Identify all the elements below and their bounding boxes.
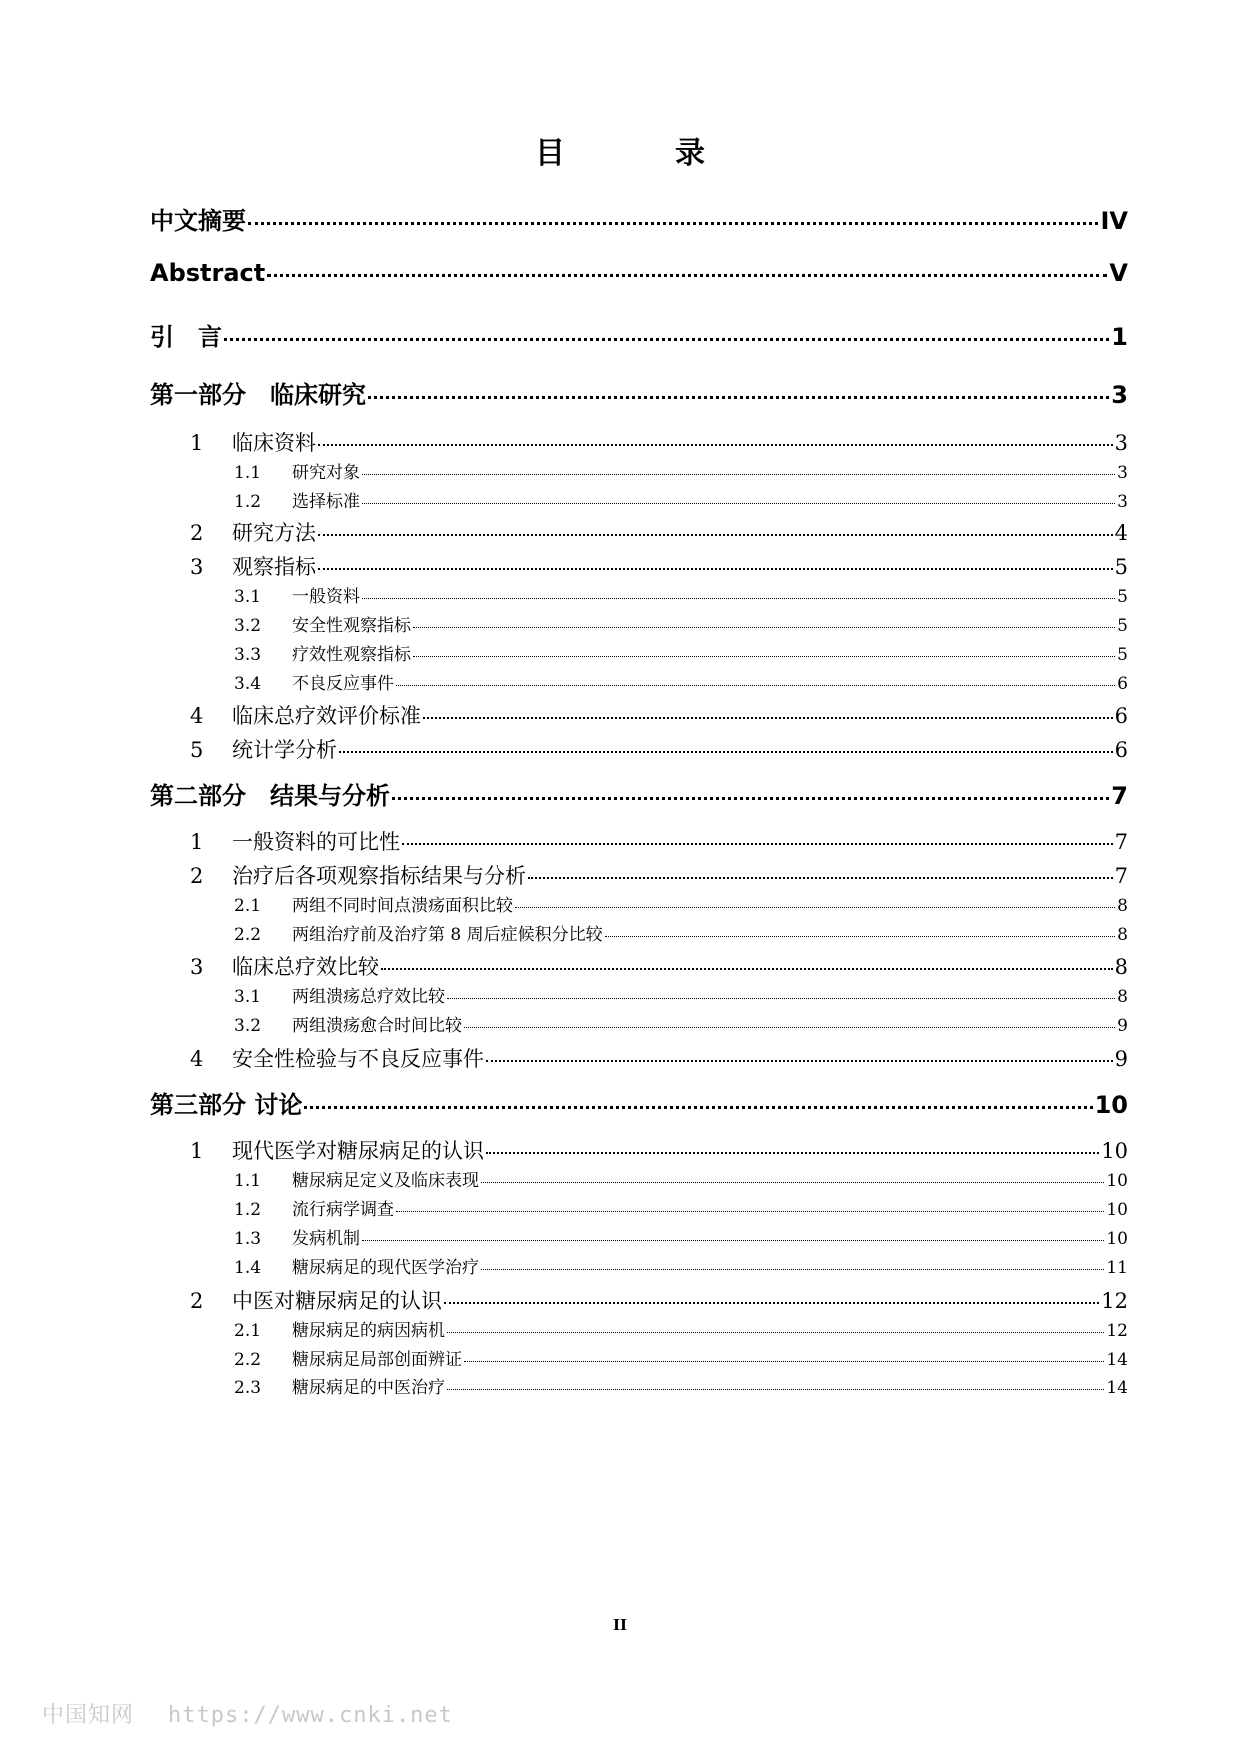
toc-leader-dots <box>528 877 1113 879</box>
toc-entry-label: 发病机制 <box>292 1229 360 1249</box>
toc-entry-label: 安全性检验与不良反应事件 <box>232 1047 484 1071</box>
toc-entry-page: 6 <box>1114 738 1128 762</box>
watermark <box>42 1698 453 1729</box>
toc-entry-page: 10 <box>1106 1171 1128 1191</box>
toc-entry <box>234 1195 1128 1220</box>
toc-entry-page: 6 <box>1117 674 1128 694</box>
toc-leader-dots <box>464 1027 1115 1028</box>
toc-leader-dots <box>396 685 1115 686</box>
toc-entry-page: 6 <box>1114 704 1128 728</box>
toc-entry-page: 5 <box>1117 616 1128 636</box>
toc-leader-dots <box>402 843 1113 845</box>
toc-leader-dots <box>605 936 1116 937</box>
toc-entry-number: 2.2 <box>234 925 262 945</box>
toc-leader-dots <box>339 751 1113 753</box>
toc-entry-number: 1.2 <box>234 492 262 512</box>
toc-entry-number: 3.2 <box>234 616 262 636</box>
toc-entry-label: 现代医学对糖尿病足的认识 <box>232 1139 484 1163</box>
toc-entry-label: 临床资料 <box>232 431 316 455</box>
watermark-brand: 中国知网 <box>42 1703 135 1728</box>
toc-leader-dots <box>224 338 1109 341</box>
toc-entry-number: 3.4 <box>234 674 262 694</box>
toc-leader-dots <box>381 968 1113 970</box>
toc-entry-number: 2 <box>190 1289 204 1313</box>
toc-leader-dots <box>444 1302 1099 1304</box>
toc-entry-page: 10 <box>1094 1091 1128 1119</box>
toc-leader-dots <box>304 1106 1092 1109</box>
toc-entry-number: 2 <box>190 864 204 888</box>
toc-entry <box>234 1253 1128 1278</box>
toc-leader-dots <box>267 274 1107 277</box>
toc-entry <box>190 1285 1128 1315</box>
toc-entry-number: 1.4 <box>234 1258 262 1278</box>
toc-entry-number: 5 <box>190 738 204 762</box>
page-number: II <box>612 1616 628 1634</box>
toc-leader-dots <box>486 1060 1113 1062</box>
toc-entry-page: 3 <box>1114 431 1128 455</box>
toc-entry <box>150 317 1128 352</box>
toc-entry <box>190 860 1128 890</box>
toc-entry-number: 2.2 <box>234 1350 262 1370</box>
toc-entry-label: 糖尿病足定义及临床表现 <box>292 1171 479 1191</box>
toc-leader-dots <box>362 474 1115 475</box>
toc-entry-label: 不良反应事件 <box>292 674 394 694</box>
toc-entry-page: 9 <box>1117 1016 1128 1036</box>
toc-leader-dots <box>368 396 1109 399</box>
toc-entry <box>234 1166 1128 1191</box>
toc-leader-dots <box>447 998 1115 999</box>
toc-leader-dots <box>396 1211 1104 1212</box>
toc-leader-dots <box>481 1269 1104 1270</box>
toc-entry-number: 2.1 <box>234 896 262 916</box>
toc-entry-number: 2.1 <box>234 1321 262 1341</box>
toc-entry-page: 7 <box>1114 864 1128 888</box>
toc-entry <box>234 982 1128 1007</box>
toc-entry <box>234 1224 1128 1249</box>
toc-entry <box>234 891 1128 916</box>
toc-entry-page: 8 <box>1117 987 1128 1007</box>
toc-entry-page: 8 <box>1117 896 1128 916</box>
toc-entry-label: 糖尿病足局部创面辨证 <box>292 1350 462 1370</box>
toc-entry-page: 5 <box>1114 555 1128 579</box>
toc-leader-dots <box>362 503 1115 504</box>
toc-leader-dots <box>447 1332 1104 1333</box>
toc-entry-page: 3 <box>1111 381 1128 409</box>
page-title: 目 录 <box>535 136 745 171</box>
toc-leader-dots <box>481 1182 1104 1183</box>
toc-entry <box>234 920 1128 945</box>
toc-entry <box>234 1316 1128 1341</box>
toc-entry <box>150 201 1128 236</box>
toc-entry-page: 1 <box>1111 323 1128 351</box>
toc-entry <box>190 700 1128 730</box>
toc-entry <box>234 1011 1128 1036</box>
toc-entry-page: 10 <box>1101 1139 1128 1163</box>
toc-entry-number: 1 <box>190 830 204 854</box>
toc-entry-number: 3.1 <box>234 987 262 1007</box>
toc-entry-page: 11 <box>1106 1258 1128 1278</box>
toc-entry-label: 研究方法 <box>232 521 316 545</box>
toc-entry-label: 糖尿病足的现代医学治疗 <box>292 1258 479 1278</box>
toc-entry-number: 1 <box>190 1139 204 1163</box>
toc-entry-label: 糖尿病足的中医治疗 <box>292 1378 445 1398</box>
toc-entry-page: 14 <box>1106 1378 1128 1398</box>
toc-entry-number: 3.3 <box>234 645 262 665</box>
toc-leader-dots <box>318 568 1113 570</box>
toc-entry-label: 选择标准 <box>292 492 360 512</box>
toc-leader-dots <box>486 1152 1099 1154</box>
toc-leader-dots <box>362 1240 1104 1241</box>
toc-entry-page: 3 <box>1117 492 1128 512</box>
toc-entry-page: 9 <box>1114 1047 1128 1071</box>
toc-entry <box>190 427 1128 457</box>
toc-entry-label: 两组不同时间点溃疡面积比较 <box>292 896 513 916</box>
toc-entry-page: 12 <box>1106 1321 1128 1341</box>
toc-entry <box>234 458 1128 483</box>
toc-entry-number: 1.1 <box>234 1171 262 1191</box>
watermark-url: https://www.cnki.net <box>168 1703 453 1728</box>
toc-entry <box>234 1373 1128 1398</box>
toc-entry <box>234 640 1128 665</box>
toc-leader-dots <box>447 1389 1104 1390</box>
toc-entry-label: 治疗后各项观察指标结果与分析 <box>232 864 526 888</box>
toc-leader-dots <box>413 656 1115 657</box>
toc-entry-page: V <box>1109 259 1128 287</box>
toc-entry-label: 统计学分析 <box>232 738 337 762</box>
toc-entry-label: 两组溃疡愈合时间比较 <box>292 1016 462 1036</box>
toc-entry-page: 3 <box>1117 463 1128 483</box>
toc-entry <box>190 1043 1128 1073</box>
toc-entry-number: 1.2 <box>234 1200 262 1220</box>
toc-entry-number: 2 <box>190 521 204 545</box>
toc-entry-label: 中文摘要 <box>150 207 246 235</box>
toc-leader-dots <box>248 222 1098 225</box>
toc-entry-page: 7 <box>1114 830 1128 854</box>
toc-entry-page: 8 <box>1117 925 1128 945</box>
toc-leader-dots <box>392 797 1109 800</box>
toc-entry-label: 一般资料 <box>292 587 360 607</box>
toc-entry <box>234 487 1128 512</box>
toc-entry-number: 3.2 <box>234 1016 262 1036</box>
toc-leader-dots <box>423 717 1113 719</box>
toc-entry-label: 流行病学调查 <box>292 1200 394 1220</box>
toc-entry <box>150 375 1128 410</box>
toc-entry-label: 疗效性观察指标 <box>292 645 411 665</box>
toc-entry-label: 引 言 <box>150 323 222 351</box>
toc-entry-number: 4 <box>190 1047 204 1071</box>
toc-entry-page: 5 <box>1117 587 1128 607</box>
toc-entry-page: 10 <box>1106 1229 1128 1249</box>
toc-entry-number: 3.1 <box>234 587 262 607</box>
toc-entry-label: 第二部分 结果与分析 <box>150 782 390 810</box>
toc-entry <box>234 1345 1128 1370</box>
toc-entry-label: 两组溃疡总疗效比较 <box>292 987 445 1007</box>
toc-entry-number: 1 <box>190 431 204 455</box>
toc-entry-page: 7 <box>1111 782 1128 810</box>
toc-entry-number: 2.3 <box>234 1378 262 1398</box>
toc-entry-page: 4 <box>1114 521 1128 545</box>
toc-entry-page: 14 <box>1106 1350 1128 1370</box>
toc-entry-label: 临床总疗效比较 <box>232 955 379 979</box>
toc-leader-dots <box>413 627 1115 628</box>
toc-entry <box>234 669 1128 694</box>
toc-entry-label: Abstract <box>150 259 266 287</box>
toc-entry-label: 中医对糖尿病足的认识 <box>232 1289 442 1313</box>
toc-leader-dots <box>318 534 1113 536</box>
toc-entry-number: 3 <box>190 955 204 979</box>
toc-entry <box>234 582 1128 607</box>
toc-entry-number: 4 <box>190 704 204 728</box>
toc-leader-dots <box>515 907 1115 908</box>
toc-entry-label: 第一部分 临床研究 <box>150 381 366 409</box>
toc-leader-dots <box>464 1361 1104 1362</box>
toc-entry-page: 8 <box>1114 955 1128 979</box>
toc-entry-number: 1.1 <box>234 463 262 483</box>
toc-entry-page: 5 <box>1117 645 1128 665</box>
toc-entry-label: 第三部分 讨论 <box>150 1091 303 1119</box>
toc-entry <box>190 826 1128 856</box>
toc-leader-dots <box>318 444 1113 446</box>
toc-entry <box>150 776 1128 811</box>
toc-entry <box>150 1085 1128 1120</box>
toc-entry-number: 3 <box>190 555 204 579</box>
toc-entry <box>190 951 1128 981</box>
toc-entry-label: 糖尿病足的病因病机 <box>292 1321 445 1341</box>
toc-leader-dots <box>362 598 1115 599</box>
toc-entry <box>150 259 1128 287</box>
toc-entry-page: 10 <box>1106 1200 1128 1220</box>
toc-entry <box>190 1135 1128 1165</box>
toc-entry <box>234 611 1128 636</box>
toc-entry-label: 安全性观察指标 <box>292 616 411 636</box>
toc-entry <box>190 734 1128 764</box>
toc-entry <box>190 517 1128 547</box>
toc-entry-page: 12 <box>1101 1289 1128 1313</box>
toc-entry-label: 研究对象 <box>292 463 360 483</box>
toc-entry-page: IV <box>1100 207 1128 235</box>
toc-entry-label: 两组治疗前及治疗第 8 周后症候积分比较 <box>292 925 603 945</box>
toc-entry-label: 一般资料的可比性 <box>232 830 400 854</box>
toc-entry-number: 1.3 <box>234 1229 262 1249</box>
toc-entry-label: 临床总疗效评价标准 <box>232 704 421 728</box>
toc-entry <box>190 551 1128 581</box>
toc-entry-label: 观察指标 <box>232 555 316 579</box>
